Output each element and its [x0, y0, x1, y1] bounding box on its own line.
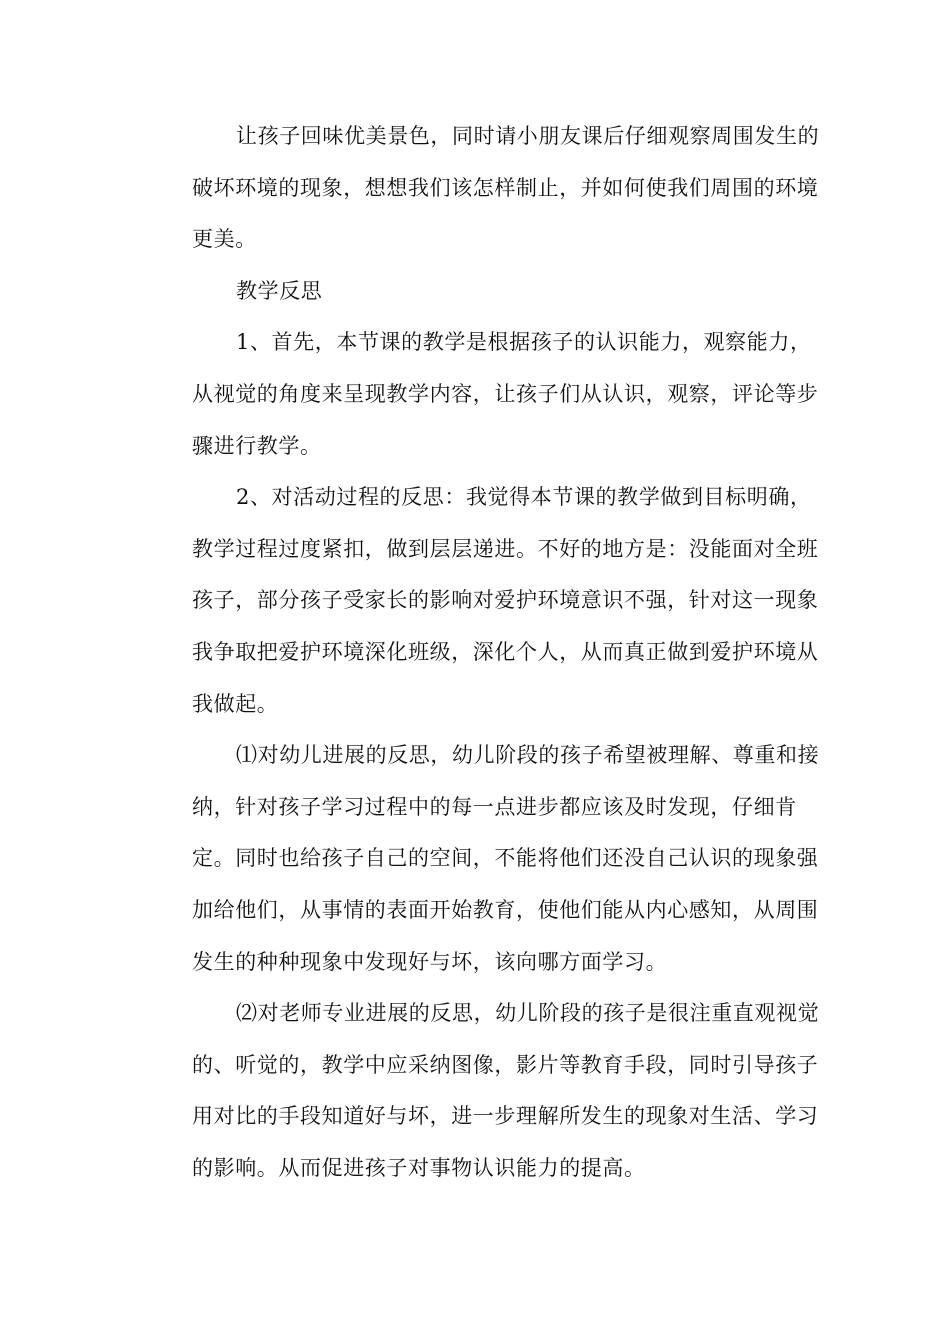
paragraph-reflection-2 — [148, 472, 819, 730]
text-line: 更美。 — [192, 227, 257, 252]
text-line: 让孩子回味优美景色，同时请小朋友课后仔细观察周围发生的 — [236, 124, 820, 148]
text-line: ⑴对幼儿进展的反思，幼儿阶段的孩子希望被理解、尊重和接 — [236, 743, 820, 768]
paragraph-teacher-development — [148, 988, 820, 1194]
section-heading-teaching-reflection — [148, 266, 808, 318]
document-body — [148, 111, 820, 1194]
paragraph-closing-activity — [148, 111, 820, 266]
text-line: 发生的种种现象中发现好与坏，该向哪方面学习。 — [192, 949, 668, 974]
text-line: 破坏环境的现象，想想我们该怎样制止，并如何使我们周围的环境 — [192, 175, 819, 200]
text-line: 骤进行教学。 — [192, 433, 322, 458]
text-line: 教学过程过度紧扣，做到层层递进。不好的地方是：没能面对全班 — [192, 536, 819, 561]
text-line: 教学反思 — [236, 278, 323, 303]
text-line: 用对比的手段知道好与坏，进一步理解所发生的现象对生活、学习 — [192, 1104, 819, 1129]
text-line: 的影响。从而促进孩子对事物认识能力的提高。 — [192, 1155, 646, 1180]
text-line: 1、首先，本节课的教学是根据孩子的认识能力，观察能力， — [236, 330, 812, 355]
text-line: 我争取把爱护环境深化班级，深化个人，从而真正做到爱护环境从 — [192, 639, 819, 664]
paragraph-child-development — [148, 730, 820, 988]
text-line: 我做起。 — [192, 691, 279, 716]
text-line: ⑵对老师专业进展的反思，幼儿阶段的孩子是很注重直观视觉 — [236, 1001, 820, 1026]
text-line: 的、听觉的，教学中应采纳图像，影片等教育手段，同时引导孩子 — [192, 1052, 819, 1077]
text-line: 孩子，部分孩子受家长的影响对爱护环境意识不强，针对这一现象 — [192, 588, 819, 613]
text-line: 从视觉的角度来呈现教学内容，让孩子们从认识，观察，评论等步 — [192, 381, 819, 406]
text-line: 2、对活动过程的反思：我觉得本节课的教学做到目标明确， — [236, 485, 812, 510]
text-line: 加给他们，从事情的表面开始教育，使他们能从内心感知，从周围 — [192, 897, 819, 922]
text-line: 纳，针对孩子学习过程中的每一点进步都应该及时发现，仔细肯 — [192, 794, 797, 819]
text-line: 定。同时也给孩子自己的空间，不能将他们还没自己认识的现象强 — [192, 846, 819, 871]
paragraph-reflection-1 — [148, 317, 819, 472]
